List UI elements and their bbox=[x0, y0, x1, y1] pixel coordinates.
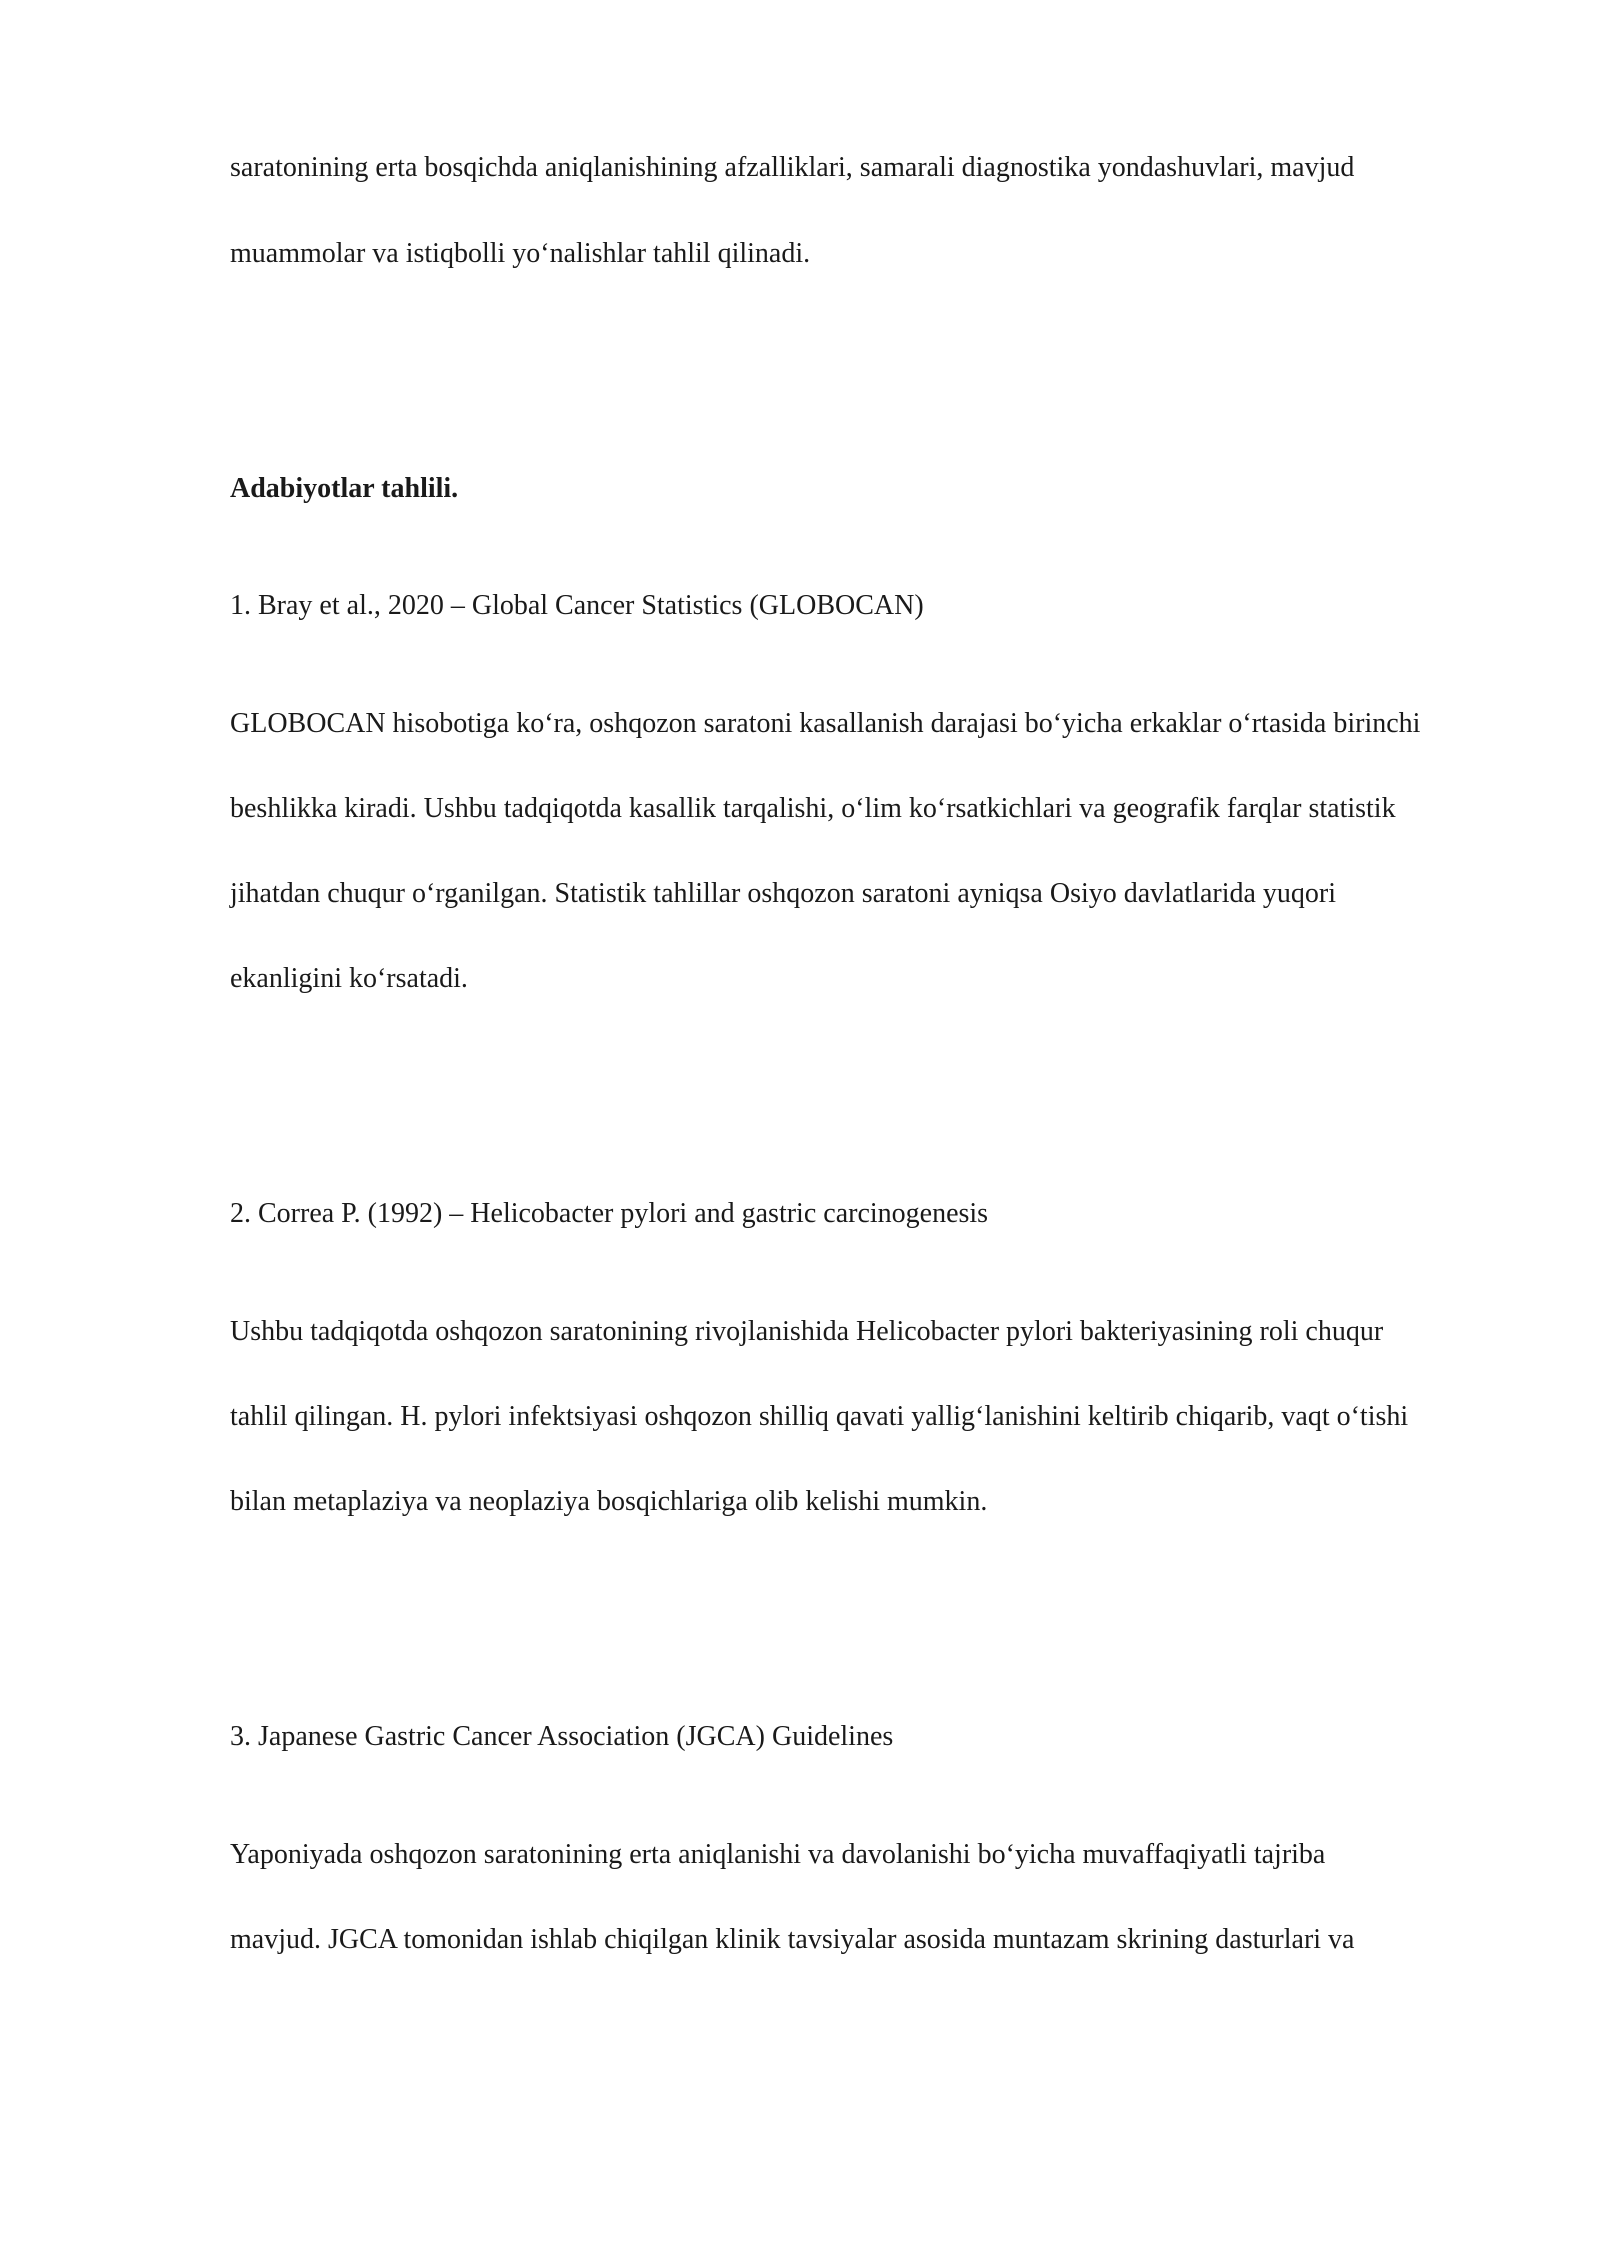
reference-title: 2. Correa P. (1992) – Helicobacter pylori and gastric carcinogenesis bbox=[230, 1198, 989, 1229]
reference-paragraph-line: tahlil qilingan. H. pylori infektsiyasi oshqozon shilliq qavati yallig‘lanishini keltirib chiqarib, vaqt o‘tishi bbox=[230, 1401, 1409, 1432]
intro-line: muammolar va istiqbolli yo‘nalishlar tahlil qilinadi. bbox=[230, 238, 811, 269]
reference-paragraph-line: Yaponiyada oshqozon saratonining erta aniqlanishi va davolanishi bo‘yicha muvaffaqiyatli tajriba bbox=[230, 1839, 1326, 1870]
section-heading: Adabiyotlar tahlili. bbox=[230, 473, 459, 504]
reference-title: 1. Bray et al., 2020 – Global Cancer Statistics (GLOBOCAN) bbox=[230, 590, 924, 621]
reference-paragraph-line: GLOBOCAN hisobotiga ko‘ra, oshqozon saratoni kasallanish darajasi bo‘yicha erkaklar o‘rtasida birinchi bbox=[230, 708, 1421, 739]
reference-paragraph-line: beshlikka kiradi. Ushbu tadqiqotda kasallik tarqalishi, o‘lim ko‘rsatkichlari va geografik farqlar statistik bbox=[230, 793, 1396, 824]
intro-line: saratonining erta bosqichda aniqlanishining afzalliklari, samarali diagnostika yondashuvlari, mavjud bbox=[230, 152, 1355, 183]
reference-paragraph-line: mavjud. JGCA tomonidan ishlab chiqilgan klinik tavsiyalar asosida muntazam skrining dasturlari va bbox=[230, 1924, 1355, 1955]
reference-paragraph-line: bilan metaplaziya va neoplaziya bosqichlariga olib kelishi mumkin. bbox=[230, 1486, 988, 1517]
reference-paragraph-line: ekanligini ko‘rsatadi. bbox=[230, 963, 468, 994]
reference-paragraph-line: jihatdan chuqur o‘rganilgan. Statistik tahlillar oshqozon saratoni ayniqsa Osiyo davlatlarida yuqori bbox=[230, 878, 1337, 909]
reference-title: 3. Japanese Gastric Cancer Association (JGCA) Guidelines bbox=[230, 1721, 894, 1752]
reference-paragraph-line: Ushbu tadqiqotda oshqozon saratonining rivojlanishida Helicobacter pylori bakteriyasining roli chuqur bbox=[230, 1316, 1384, 1347]
